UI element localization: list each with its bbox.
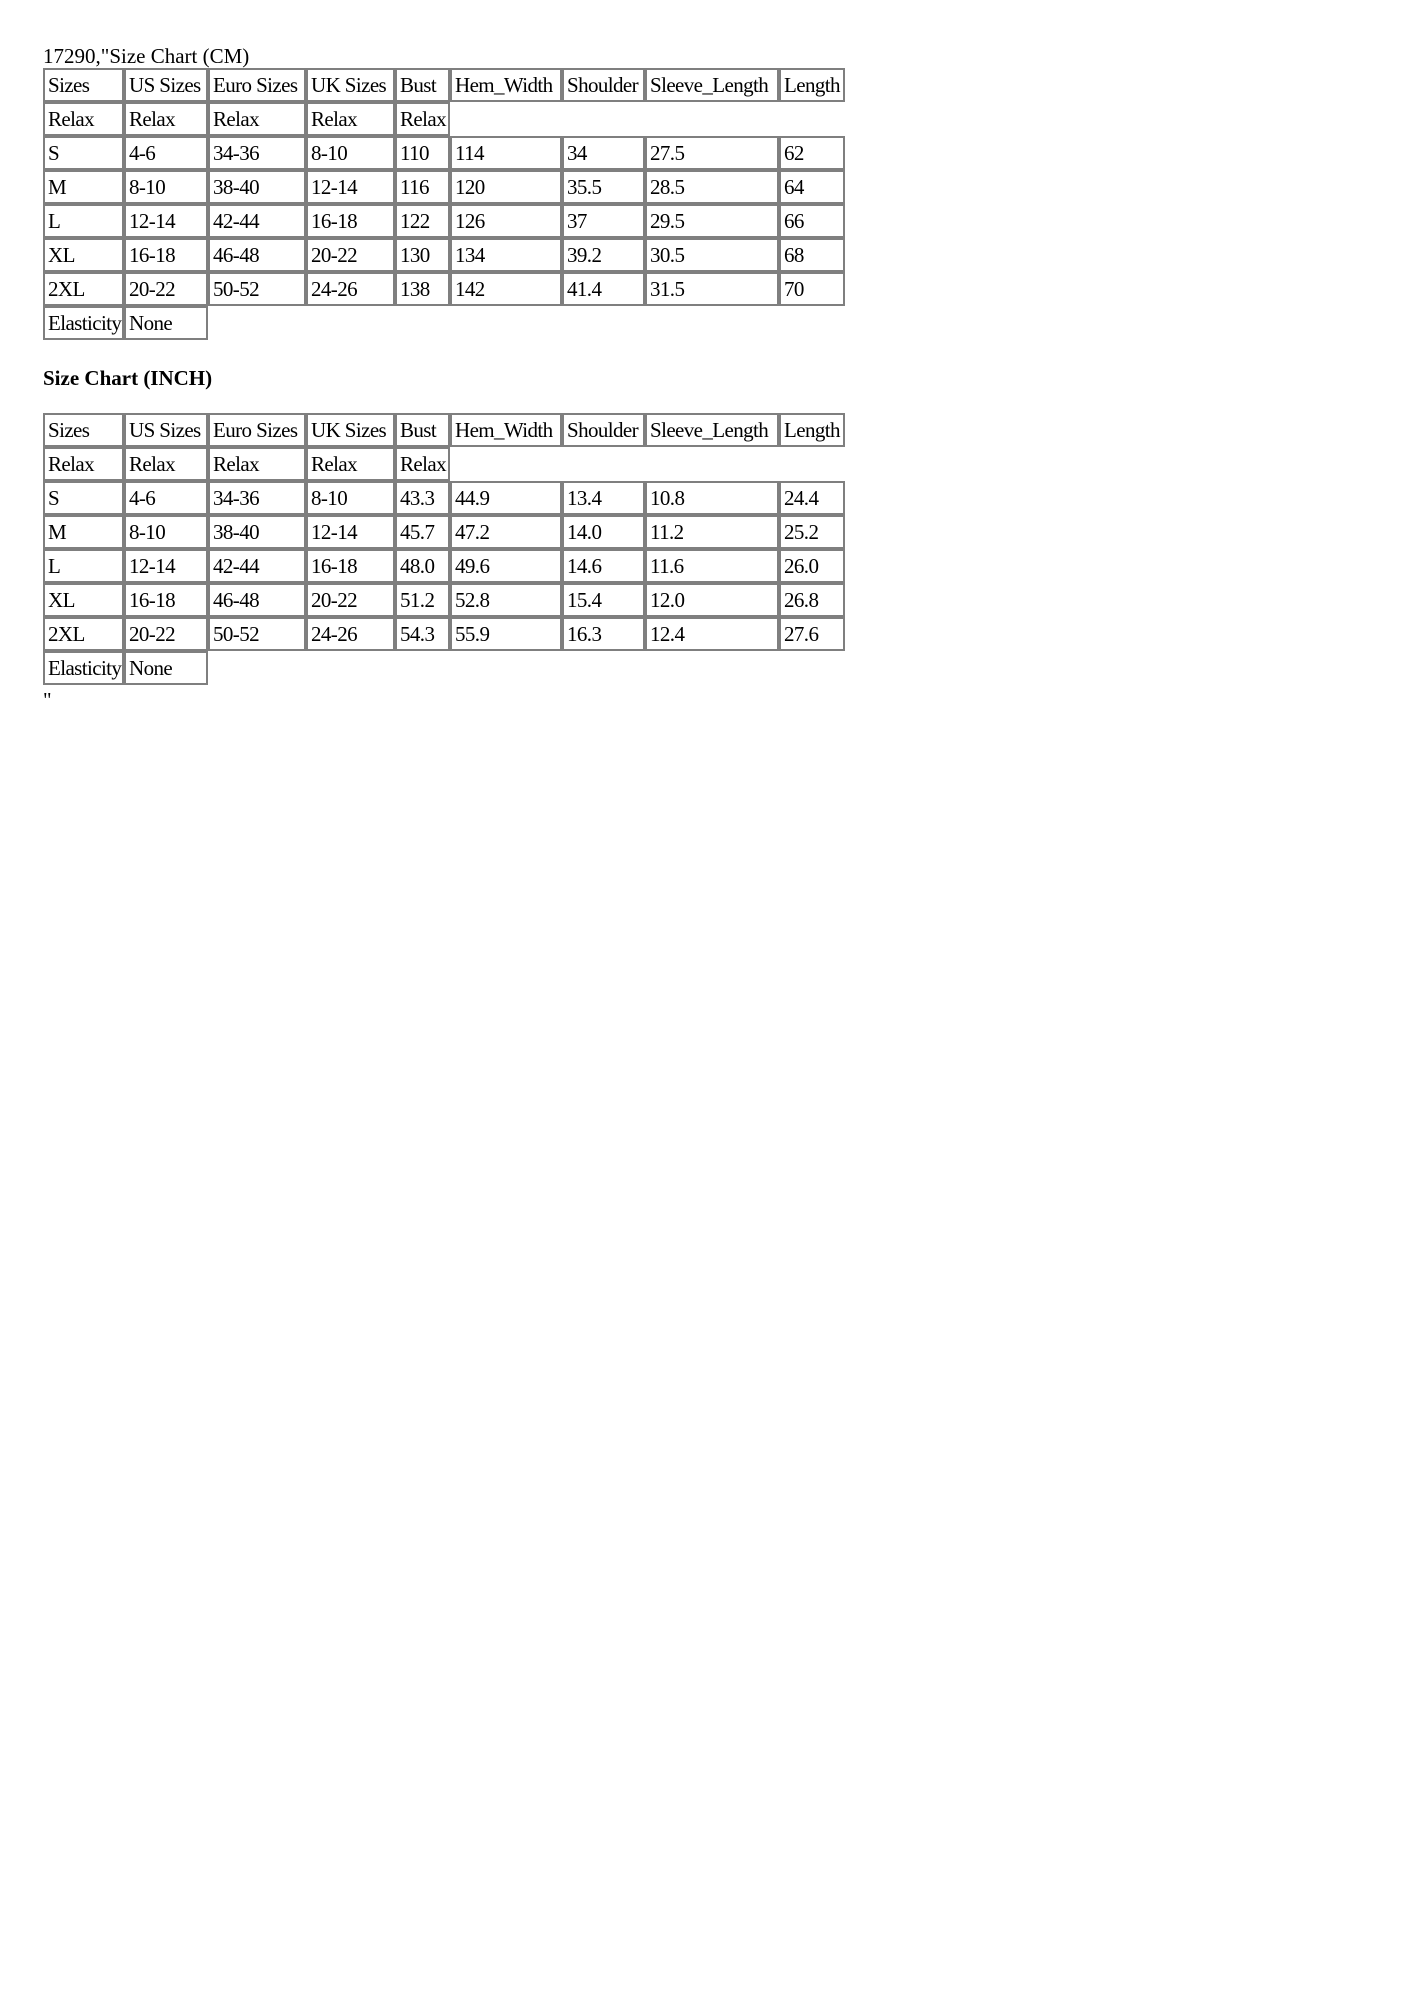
table-cell: 47.2 [450, 515, 562, 549]
table-cell: 27.6 [779, 617, 845, 651]
table-cell: 120 [450, 170, 562, 204]
header-cell: Bust [395, 68, 450, 102]
table-cell: 122 [395, 204, 450, 238]
header-cell: UK Sizes [306, 413, 395, 447]
header-cell: Euro Sizes [208, 413, 306, 447]
table-cell: 20-22 [124, 617, 208, 651]
table-cell: 70 [779, 272, 845, 306]
size-chart-cm-table [43, 68, 903, 340]
table-cell: 43.3 [395, 481, 450, 515]
table-cell: 138 [395, 272, 450, 306]
relax-cell: Relax [124, 102, 208, 136]
size-chart-inch-table [43, 413, 903, 685]
table-cell: 11.2 [645, 515, 779, 549]
table-cell: 50-52 [208, 272, 306, 306]
table-cell: 48.0 [395, 549, 450, 583]
table-cell: 134 [450, 238, 562, 272]
table-cell: 12-14 [306, 170, 395, 204]
document-header-line: 17290,"Size Chart (CM) [43, 44, 250, 68]
table-cell: 51.2 [395, 583, 450, 617]
relax-cell: Relax [124, 447, 208, 481]
table-cell: 126 [450, 204, 562, 238]
table-cell: 12-14 [124, 204, 208, 238]
table-cell: 4-6 [124, 136, 208, 170]
table-cell: 27.5 [645, 136, 779, 170]
relax-cell: Relax [395, 102, 450, 136]
header-cell: Sizes [43, 413, 124, 447]
relax-cell: Relax [43, 447, 124, 481]
header-cell: Euro Sizes [208, 68, 306, 102]
size-chart-inch-heading: Size Chart (INCH) [43, 366, 213, 390]
table-cell: 12-14 [306, 515, 395, 549]
table-cell: 52.8 [450, 583, 562, 617]
table-cell: 4-6 [124, 481, 208, 515]
relax-cell: Relax [208, 102, 306, 136]
header-cell: UK Sizes [306, 68, 395, 102]
header-cell: Shoulder [562, 68, 645, 102]
header-cell: Sizes [43, 68, 124, 102]
table-cell: 66 [779, 204, 845, 238]
relax-cell: Relax [395, 447, 450, 481]
table-cell: 34 [562, 136, 645, 170]
table-cell: XL [43, 583, 124, 617]
header-cell: Length [779, 413, 845, 447]
table-cell: L [43, 204, 124, 238]
table-cell: 42-44 [208, 549, 306, 583]
table-cell: 31.5 [645, 272, 779, 306]
table-cell: M [43, 170, 124, 204]
table-cell: 34-36 [208, 136, 306, 170]
table-cell: 8-10 [306, 481, 395, 515]
table-cell: 2XL [43, 272, 124, 306]
table-cell: 142 [450, 272, 562, 306]
table-cell: XL [43, 238, 124, 272]
elasticity-cell: None [124, 306, 208, 340]
table-cell: 24.4 [779, 481, 845, 515]
table-cell: 46-48 [208, 583, 306, 617]
relax-cell: Relax [306, 447, 395, 481]
table-cell: 28.5 [645, 170, 779, 204]
table-cell: 16-18 [306, 549, 395, 583]
trailing-quote: " [43, 688, 52, 712]
table-cell: 68 [779, 238, 845, 272]
table-cell: 130 [395, 238, 450, 272]
table-cell: 42-44 [208, 204, 306, 238]
elasticity-cell: Elasticity [43, 651, 124, 685]
table-cell: S [43, 136, 124, 170]
table-cell: 110 [395, 136, 450, 170]
relax-cell: Relax [208, 447, 306, 481]
table-cell: 39.2 [562, 238, 645, 272]
table-cell: L [43, 549, 124, 583]
table-cell: 38-40 [208, 515, 306, 549]
table-cell: 114 [450, 136, 562, 170]
table-cell: 20-22 [306, 238, 395, 272]
table-cell: 26.0 [779, 549, 845, 583]
relax-cell: Relax [306, 102, 395, 136]
header-cell: Bust [395, 413, 450, 447]
table-cell: 12-14 [124, 549, 208, 583]
header-cell: Hem_Width [450, 413, 562, 447]
header-cell: Sleeve_Length [645, 68, 779, 102]
table-cell: 16.3 [562, 617, 645, 651]
header-cell: US Sizes [124, 413, 208, 447]
elasticity-cell: Elasticity [43, 306, 124, 340]
table-cell: 16-18 [124, 238, 208, 272]
table-cell: 13.4 [562, 481, 645, 515]
table-cell: 10.8 [645, 481, 779, 515]
table-cell: 44.9 [450, 481, 562, 515]
table-cell: 8-10 [124, 170, 208, 204]
elasticity-cell: None [124, 651, 208, 685]
header-cell: Shoulder [562, 413, 645, 447]
table-cell: 16-18 [306, 204, 395, 238]
relax-cell: Relax [43, 102, 124, 136]
header-cell: Sleeve_Length [645, 413, 779, 447]
table-cell: 46-48 [208, 238, 306, 272]
table-cell: S [43, 481, 124, 515]
table-cell: 41.4 [562, 272, 645, 306]
table-cell: 26.8 [779, 583, 845, 617]
table-cell: 30.5 [645, 238, 779, 272]
table-cell: 14.0 [562, 515, 645, 549]
table-cell: 54.3 [395, 617, 450, 651]
table-cell: 15.4 [562, 583, 645, 617]
table-cell: 20-22 [306, 583, 395, 617]
table-cell: 16-18 [124, 583, 208, 617]
table-cell: 12.0 [645, 583, 779, 617]
table-cell: 12.4 [645, 617, 779, 651]
table-cell: 8-10 [306, 136, 395, 170]
table-cell: 37 [562, 204, 645, 238]
table-cell: 8-10 [124, 515, 208, 549]
table-cell: 2XL [43, 617, 124, 651]
document-page [43, 44, 903, 710]
table-cell: 24-26 [306, 272, 395, 306]
header-cell: US Sizes [124, 68, 208, 102]
table-cell: 14.6 [562, 549, 645, 583]
table-cell: 20-22 [124, 272, 208, 306]
table-cell: 50-52 [208, 617, 306, 651]
header-cell: Length [779, 68, 845, 102]
table-cell: 116 [395, 170, 450, 204]
table-cell: 25.2 [779, 515, 845, 549]
table-cell: 34-36 [208, 481, 306, 515]
table-cell: 55.9 [450, 617, 562, 651]
table-cell: 38-40 [208, 170, 306, 204]
table-cell: 64 [779, 170, 845, 204]
table-cell: M [43, 515, 124, 549]
table-cell: 62 [779, 136, 845, 170]
table-cell: 45.7 [395, 515, 450, 549]
table-cell: 29.5 [645, 204, 779, 238]
header-cell: Hem_Width [450, 68, 562, 102]
table-cell: 24-26 [306, 617, 395, 651]
table-cell: 35.5 [562, 170, 645, 204]
table-cell: 11.6 [645, 549, 779, 583]
table-cell: 49.6 [450, 549, 562, 583]
